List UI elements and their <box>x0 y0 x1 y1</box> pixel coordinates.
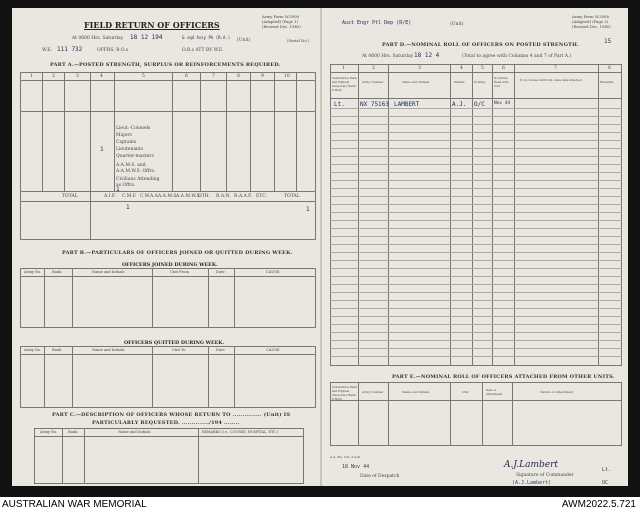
entry-name: LAMBERT <box>394 101 420 108</box>
part-d-table <box>330 64 622 366</box>
we-value: 111 732 <box>57 46 83 53</box>
entry-rank: Lt. <box>334 101 345 108</box>
e-head-army-no: Army Number <box>362 390 384 394</box>
entry-initials: A.J. <box>452 101 467 108</box>
d-head-remarks: Remarks <box>600 80 614 84</box>
part-c-heading: PART C.—DESCRIPTION OF OFFICERS WHOSE RETURN TO ............... (Unit) IS <box>52 412 291 418</box>
signature-unit: OC <box>602 480 609 486</box>
roll-row-rule <box>330 148 622 149</box>
rank-civilians: Civilians Attending <box>116 177 160 182</box>
roll-row-rule <box>330 188 622 189</box>
rank-captains: Captains <box>116 140 137 145</box>
d-col-num-1: 1 <box>342 66 345 71</box>
sub-head-aamws: A.A.M.W.S. <box>176 194 202 199</box>
d-col-num-8: 8 <box>608 66 611 71</box>
e-head-unit: Unit <box>462 390 469 394</box>
rank-civilians-2: as Offrs. <box>116 183 136 188</box>
d-head-initials: Initials <box>454 80 465 84</box>
sub-head-etc: ETC. <box>256 194 267 199</box>
sub-head-cmf: C.M.F. <box>122 194 137 199</box>
rank-aams: A.A.M.S. and <box>116 163 146 168</box>
archive-name: AUSTRALIAN WAR MEMORIAL <box>2 499 147 510</box>
right-at-line: At 0600 Hrs. Saturday <box>362 54 414 59</box>
archive-reference: AWM2022.5.721 <box>561 499 636 510</box>
sub-head-aif: A.I.F. <box>104 194 116 199</box>
right-page <box>322 8 628 486</box>
sub-head-aams: A.A.M.S. <box>158 194 178 199</box>
signature-name: (A.J.Lambert) <box>512 480 552 486</box>
hw-value-3: 1 <box>306 206 310 213</box>
col-num-3: 3 <box>76 74 79 79</box>
right-serial: 15 <box>604 38 612 45</box>
hw-value-2: 1 <box>116 186 120 193</box>
signature-rank: Lt. <box>602 467 612 473</box>
right-unit-label: (Unit) <box>450 22 464 27</box>
roll-row-rule <box>330 172 622 173</box>
d-head-relative: If relative Rank with Unit <box>494 76 509 88</box>
jcol-rank: Rank <box>52 270 62 274</box>
roll-row-rule <box>330 308 622 309</box>
d-head-courses: If on courses with Unit, state date attached <box>520 78 582 82</box>
roll-row-rule <box>330 116 622 117</box>
part-c-heading-2: PARTICULARLY REQUESTED. ............../194 ........ <box>92 420 240 426</box>
roll-row-rule <box>330 244 622 245</box>
offrs-label: OFFRS. R.O.s <box>97 48 129 53</box>
commander-signature: A.J.Lambert <box>504 460 559 470</box>
right-unit-handwritten: Aust Engr Ptl Dep (R/E) <box>342 20 412 26</box>
form-reference: Army Form W.3008 (Adapted) (Page 1) (Revised Dec. 1940) <box>262 14 301 29</box>
roll-row-rule <box>330 220 622 221</box>
e-head-name: Name and Initials <box>402 390 430 394</box>
col-num-7: 7 <box>212 74 215 79</box>
at-line: At 0600 Hrs. Saturday <box>72 36 124 41</box>
right-at-date: 18 12 4 <box>414 52 440 59</box>
col-num-10: 10 <box>284 74 290 79</box>
quitted-table <box>20 346 316 408</box>
col-num-6: 6 <box>185 74 188 79</box>
roll-row-rule <box>330 212 622 213</box>
part-b-heading: PART B.—PARTICULARS OF OFFICERS JOINED OR QUITTED DURING WEEK. <box>62 250 293 256</box>
col-num-8: 8 <box>237 74 240 79</box>
roll-row-rule <box>330 356 622 357</box>
rank-aamws: A.A.M.W.S. Offrs. <box>116 169 156 174</box>
rank-lieutenants: Lieutenants <box>116 147 144 152</box>
sub-head-raaf: R.A.A.F. <box>234 194 253 199</box>
joined-title: OFFICERS JOINED DURING WEEK. <box>122 262 218 268</box>
roll-row-rule <box>330 324 622 325</box>
ccol-army-no: Army No. <box>40 430 58 434</box>
part-d-heading: PART D.—NOMINAL ROLL OF OFFICERS ON POSTED STRENGTH. <box>382 42 579 48</box>
qcol-rank: Rank <box>52 348 62 352</box>
roll-row-rule <box>330 156 622 157</box>
col-num-5: 5 <box>142 74 145 79</box>
roll-row-rule <box>330 252 622 253</box>
agree-note: (Total to agree with Columns 4 and 7 of Part A.) <box>462 54 572 59</box>
roll-row-rule <box>330 164 622 165</box>
roll-row-rule <box>330 196 622 197</box>
roll-row-rule <box>330 284 622 285</box>
qcol-date: Date <box>216 348 225 352</box>
sub-head-oth: OTH. <box>198 194 211 199</box>
roll-row-rule <box>330 236 622 237</box>
we-label: W.E. <box>42 48 52 53</box>
col-num-1: 1 <box>30 74 33 79</box>
printer-note: A.A. Pte. Ltd. 3.4.41 <box>330 455 361 459</box>
d-head-rank: Substantive Rank and Highest Temporary Rank if Held <box>332 76 358 92</box>
d-col-num-7: 7 <box>554 66 557 71</box>
roll-row-rule <box>330 140 622 141</box>
roll-row-rule <box>330 300 622 301</box>
right-form-reference: Army Form W.3008 (Adapted) (Page 2) (Revised Dec. 1940) <box>572 14 611 29</box>
part-a-heading: PART A.—POSTED STRENGTH, SURPLUS OR REINFORCEMENTS REQUIRED. <box>50 62 281 68</box>
jcol-cause: CAUSE <box>266 270 280 274</box>
left-page <box>12 8 322 486</box>
jcol-army-no: Army No. <box>24 270 42 274</box>
col-num-9: 9 <box>261 74 264 79</box>
archive-footer <box>0 497 640 512</box>
ors-label: O.R.s ATT BY W.E. <box>182 48 224 53</box>
sub-head-total: TOTAL <box>284 194 300 199</box>
roll-row-rule <box>330 340 622 341</box>
roll-row-rule <box>330 132 622 133</box>
d-col-num-4: 4 <box>460 66 463 71</box>
joined-table <box>20 268 316 328</box>
d-head-posting: Posting <box>474 80 486 84</box>
qcol-army-no: Army No. <box>24 348 42 352</box>
entry-army-no: NX 75163 <box>360 101 389 108</box>
roll-row-rule <box>330 260 622 261</box>
roll-row-rule <box>330 204 622 205</box>
roll-row-rule <box>330 332 622 333</box>
jcol-unit-from: Unit From <box>170 270 189 274</box>
despatch-label: Date of Despatch <box>360 474 400 479</box>
d-head-name: Name and Initials <box>402 80 430 84</box>
d-head-army-no: Army Number <box>362 80 384 84</box>
rank-majors: Majors <box>116 133 132 138</box>
ccol-remarks: REMARKS (i.e., COURSE, HOSPITAL, ETC.) <box>202 430 279 434</box>
roll-row-rule <box>330 348 622 349</box>
roll-row-rule <box>330 292 622 293</box>
ccol-rank: Rank <box>68 430 78 434</box>
ccol-name: Name and Initials <box>118 430 151 434</box>
hw-value-1: 1 <box>100 146 104 153</box>
page-title: FIELD RETURN OF OFFICERS <box>84 20 220 30</box>
despatch-date: 18 Nov 44 <box>342 464 370 470</box>
roll-row-rule <box>330 180 622 181</box>
col-num-4: 4 <box>100 74 103 79</box>
roll-row-rule <box>330 108 622 109</box>
qcol-unit-to: Unit To <box>172 348 186 352</box>
qcol-name: Name and Initials <box>92 348 125 352</box>
d-col-num-2: 2 <box>372 66 375 71</box>
d-col-num-6: 6 <box>502 66 505 71</box>
quitted-title: OFFICERS QUITTED DURING WEEK. <box>124 340 225 346</box>
serial-label: (Serial No.) <box>287 38 310 43</box>
e-head-date: Date of Attachment <box>486 388 503 396</box>
at-date: 18 12 194 <box>130 34 163 41</box>
jcol-name: Name and Initials <box>92 270 125 274</box>
sub-head-ran: R.A.N. <box>216 194 231 199</box>
e-head-rank: Substantive Rank and Highest Temporary Rank if Held <box>332 385 358 401</box>
roll-row-rule <box>330 268 622 269</box>
rank-qm: Quarter-masters <box>116 154 154 159</box>
qcol-cause: CAUSE <box>266 348 280 352</box>
totals-label: TOTAL <box>62 194 78 199</box>
roll-row-rule <box>330 124 622 125</box>
entry-date: Nov 44 <box>494 101 511 106</box>
sub-head-cwaa: C.W.A.A. <box>140 194 160 199</box>
d-col-num-5: 5 <box>481 66 484 71</box>
rank-lt-col: Lieut.-Colonels <box>116 126 151 131</box>
roll-row-rule <box>330 276 622 277</box>
e-head-nature: Nature of Attachment <box>540 390 574 394</box>
unit-label: (Unit) <box>237 38 251 43</box>
signature-label: Signature of Commander <box>516 473 574 478</box>
col-num-2: 2 <box>52 74 55 79</box>
jcol-date: Date <box>216 270 225 274</box>
roll-row-rule <box>330 316 622 317</box>
part-e-heading: PART E.—NOMINAL ROLL OF OFFICERS ATTACHED FROM OTHER UNITS. <box>392 374 615 380</box>
hw-value-4: 1 <box>126 204 130 211</box>
d-col-num-3: 3 <box>418 66 421 71</box>
entry-posting: O/C <box>474 101 485 108</box>
roll-row-rule <box>330 228 622 229</box>
unit-handwritten: & sqd Assy Pk (R.A.) <box>182 35 231 40</box>
